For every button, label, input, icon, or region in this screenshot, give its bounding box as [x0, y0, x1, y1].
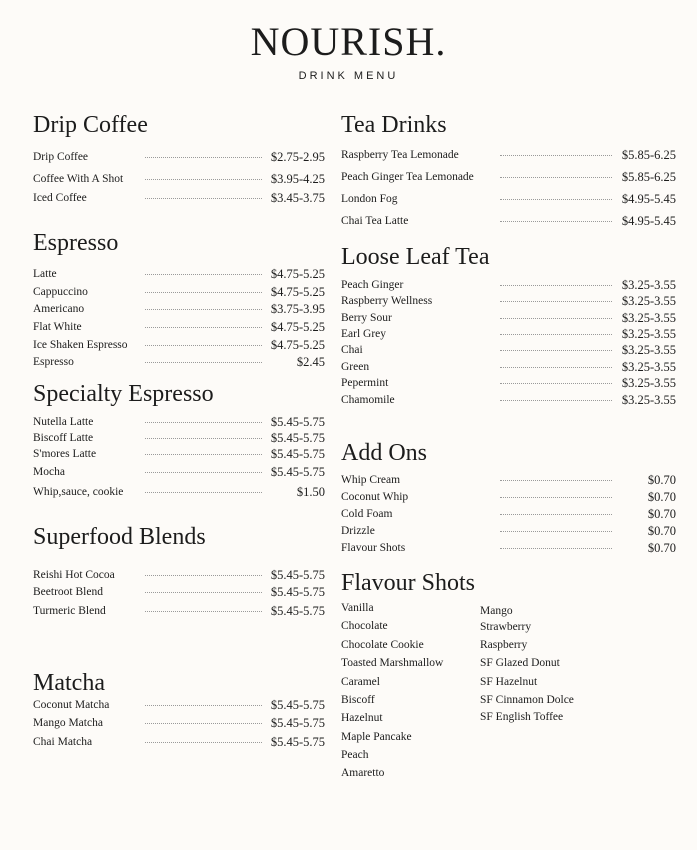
dot-leader	[145, 198, 262, 199]
item-name: Drip Coffee	[33, 151, 89, 163]
dot-leader	[145, 362, 262, 363]
menu-item	[33, 585, 325, 599]
menu-item	[33, 302, 325, 316]
item-price: $5.85-6.25	[621, 147, 676, 162]
section-title: Specialty Espresso	[33, 381, 214, 407]
flavour-item: Amaretto	[341, 767, 385, 779]
menu-item	[33, 698, 325, 712]
dot-leader	[500, 177, 612, 178]
item-price: $3.25-3.55	[621, 359, 676, 374]
menu-item	[33, 267, 325, 281]
item-name: Espresso	[33, 356, 74, 368]
item-name: Flat White	[33, 321, 82, 333]
dot-leader	[145, 292, 262, 293]
item-price: $5.45-5.75	[270, 464, 325, 479]
dot-leader	[145, 454, 262, 455]
menu-item	[33, 320, 325, 334]
item-name: London Fog	[341, 193, 398, 205]
item-price: $4.95-5.45	[621, 191, 676, 206]
item-price: $4.75-5.25	[270, 337, 325, 352]
menu-item	[33, 172, 325, 186]
item-price: $0.70	[647, 489, 676, 504]
item-name: Mango Matcha	[33, 717, 103, 729]
menu-item	[33, 735, 325, 749]
item-name: Chai Tea Latte	[341, 215, 409, 227]
dot-leader	[500, 318, 612, 319]
menu-item	[33, 150, 325, 164]
section-title: Drip Coffee	[33, 112, 148, 138]
item-name: Latte	[33, 268, 57, 280]
item-price: $3.25-3.55	[621, 277, 676, 292]
dot-leader	[500, 155, 612, 156]
item-name: S'mores Latte	[33, 448, 97, 460]
dot-leader	[145, 309, 262, 310]
flavour-item: SF Cinnamon Dolce	[480, 694, 574, 706]
item-price: $5.45-5.75	[270, 697, 325, 712]
dot-leader	[145, 327, 262, 328]
item-name: Chai	[341, 344, 363, 356]
brand-logo: NOURISH.	[250, 19, 447, 64]
item-name: Cappuccino	[33, 286, 88, 298]
dot-leader	[145, 179, 262, 180]
flavour-item: Biscoff	[341, 694, 375, 706]
item-name: Coffee With A Shot	[33, 173, 124, 185]
item-price: $0.70	[647, 506, 676, 521]
menu-item	[33, 285, 325, 299]
menu-item	[341, 343, 676, 357]
item-price: $5.45-5.75	[270, 430, 325, 445]
section-title: Loose Leaf Tea	[341, 244, 490, 270]
dot-leader	[145, 592, 262, 593]
item-price: $1.50	[296, 484, 325, 499]
menu-subtitle: DRINK MENU	[298, 70, 399, 82]
menu-item	[341, 507, 676, 521]
dot-leader	[500, 367, 612, 368]
menu-item	[33, 338, 325, 352]
menu-item	[341, 524, 676, 538]
menu-item	[341, 541, 676, 555]
menu-item	[341, 148, 676, 162]
item-name: Peach Ginger	[341, 279, 404, 291]
item-price: $5.45-5.75	[270, 446, 325, 461]
flavour-item: Chocolate Cookie	[341, 639, 424, 651]
menu-item	[341, 278, 676, 292]
dot-leader	[500, 350, 612, 351]
menu-item	[341, 490, 676, 504]
item-name: Peach Ginger Tea Lemonade	[341, 171, 474, 183]
dot-leader	[500, 548, 612, 549]
dot-leader	[145, 723, 262, 724]
menu-item	[341, 294, 676, 308]
item-name: Biscoff Latte	[33, 432, 94, 444]
menu-item	[341, 360, 676, 374]
item-name: Chamomile	[341, 394, 395, 406]
menu-item	[33, 191, 325, 205]
item-name: Berry Sour	[341, 312, 392, 324]
item-price: $5.85-6.25	[621, 169, 676, 184]
item-price: $3.25-3.55	[621, 310, 676, 325]
item-price: $4.75-5.25	[270, 319, 325, 334]
menu-item	[341, 214, 676, 228]
item-price: $4.95-5.45	[621, 213, 676, 228]
dot-leader	[500, 301, 612, 302]
dot-leader	[145, 438, 262, 439]
menu-item	[341, 170, 676, 184]
dot-leader	[500, 497, 612, 498]
item-name: Drizzle	[341, 525, 375, 537]
dot-leader	[145, 575, 262, 576]
item-price: $2.75-2.95	[270, 149, 325, 164]
item-name: Flavour Shots	[341, 542, 406, 554]
menu-item	[341, 311, 676, 325]
item-price: $0.70	[647, 523, 676, 538]
flavour-item: Toasted Marshmallow	[341, 657, 444, 669]
menu-item	[33, 447, 325, 461]
menu-item	[33, 485, 325, 499]
flavour-item: Chocolate	[341, 620, 388, 632]
flavour-item: SF Glazed Donut	[480, 657, 560, 669]
item-name: Chai Matcha	[33, 736, 93, 748]
item-name: Cold Foam	[341, 508, 393, 520]
item-name: Turmeric Blend	[33, 605, 106, 617]
item-price: $5.45-5.75	[270, 715, 325, 730]
menu-item	[33, 355, 325, 369]
dot-leader	[145, 472, 262, 473]
item-name: Pepermint	[341, 377, 389, 389]
flavour-item: Caramel	[341, 676, 380, 688]
item-name: Whip,sauce, cookie	[33, 486, 124, 498]
section-title: Add Ons	[341, 440, 428, 466]
item-price: $3.45-3.75	[270, 190, 325, 205]
item-name: Raspberry Wellness	[341, 295, 433, 307]
menu-item	[341, 192, 676, 206]
dot-leader	[500, 531, 612, 532]
item-name: Earl Grey	[341, 328, 387, 340]
item-price: $2.45	[296, 354, 325, 369]
item-name: Americano	[33, 303, 85, 315]
item-price: $3.75-3.95	[270, 301, 325, 316]
flavour-item: Mango	[480, 605, 513, 617]
item-price: $5.45-5.75	[270, 603, 325, 618]
flavour-item: Vanilla	[341, 602, 374, 614]
menu-item	[33, 431, 325, 445]
menu-item	[341, 473, 676, 487]
flavour-item: SF English Toffee	[480, 711, 564, 723]
item-price: $5.45-5.75	[270, 734, 325, 749]
item-price: $5.45-5.75	[270, 567, 325, 582]
dot-leader	[145, 157, 262, 158]
item-name: Raspberry Tea Lemonade	[341, 149, 459, 161]
item-name: Green	[341, 361, 370, 373]
menu-item	[341, 393, 676, 407]
section-title: Matcha	[33, 670, 105, 696]
section-title: Espresso	[33, 230, 119, 256]
section-title: Tea Drinks	[341, 112, 447, 138]
item-price: $3.25-3.55	[621, 392, 676, 407]
item-name: Mocha	[33, 466, 65, 478]
item-price: $3.25-3.55	[621, 326, 676, 341]
flavour-item: Peach	[341, 749, 369, 761]
dot-leader	[500, 514, 612, 515]
dot-leader	[145, 742, 262, 743]
item-price: $0.70	[647, 472, 676, 487]
item-price: $3.25-3.55	[621, 375, 676, 390]
section-title: Superfood Blends	[33, 524, 206, 550]
menu-item	[33, 604, 325, 618]
menu-item	[33, 568, 325, 582]
menu-item	[33, 415, 325, 429]
dot-leader	[500, 199, 612, 200]
item-name: Nutella Latte	[33, 416, 94, 428]
dot-leader	[145, 492, 262, 493]
menu-item	[33, 465, 325, 479]
flavour-item: Hazelnut	[341, 712, 383, 724]
dot-leader	[145, 705, 262, 706]
item-price: $3.25-3.55	[621, 342, 676, 357]
flavour-item: Raspberry	[480, 639, 528, 651]
dot-leader	[500, 400, 612, 401]
dot-leader	[145, 274, 262, 275]
flavour-item: SF Hazelnut	[480, 676, 538, 688]
item-name: Reishi Hot Cocoa	[33, 569, 115, 581]
dot-leader	[500, 285, 612, 286]
dot-leader	[145, 345, 262, 346]
item-name: Beetroot Blend	[33, 586, 103, 598]
item-price: $5.45-5.75	[270, 584, 325, 599]
item-name: Iced Coffee	[33, 192, 87, 204]
dot-leader	[500, 221, 612, 222]
item-price: $5.45-5.75	[270, 414, 325, 429]
flavour-item: Strawberry	[480, 621, 532, 633]
dot-leader	[145, 422, 262, 423]
item-name: Coconut Whip	[341, 491, 409, 503]
dot-leader	[500, 480, 612, 481]
menu-item	[341, 376, 676, 390]
item-price: $3.95-4.25	[270, 171, 325, 186]
item-price: $4.75-5.25	[270, 284, 325, 299]
menu-item	[341, 327, 676, 341]
item-price: $0.70	[647, 540, 676, 555]
item-price: $3.25-3.55	[621, 293, 676, 308]
dot-leader	[500, 383, 612, 384]
item-name: Ice Shaken Espresso	[33, 339, 128, 351]
item-price: $4.75-5.25	[270, 266, 325, 281]
section-title-flavour-shots: Flavour Shots	[341, 570, 476, 596]
flavour-item: Maple Pancake	[341, 731, 412, 743]
item-name: Coconut Matcha	[33, 699, 110, 711]
dot-leader	[145, 611, 262, 612]
dot-leader	[500, 334, 612, 335]
item-name: Whip Cream	[341, 474, 401, 486]
menu-item	[33, 716, 325, 730]
